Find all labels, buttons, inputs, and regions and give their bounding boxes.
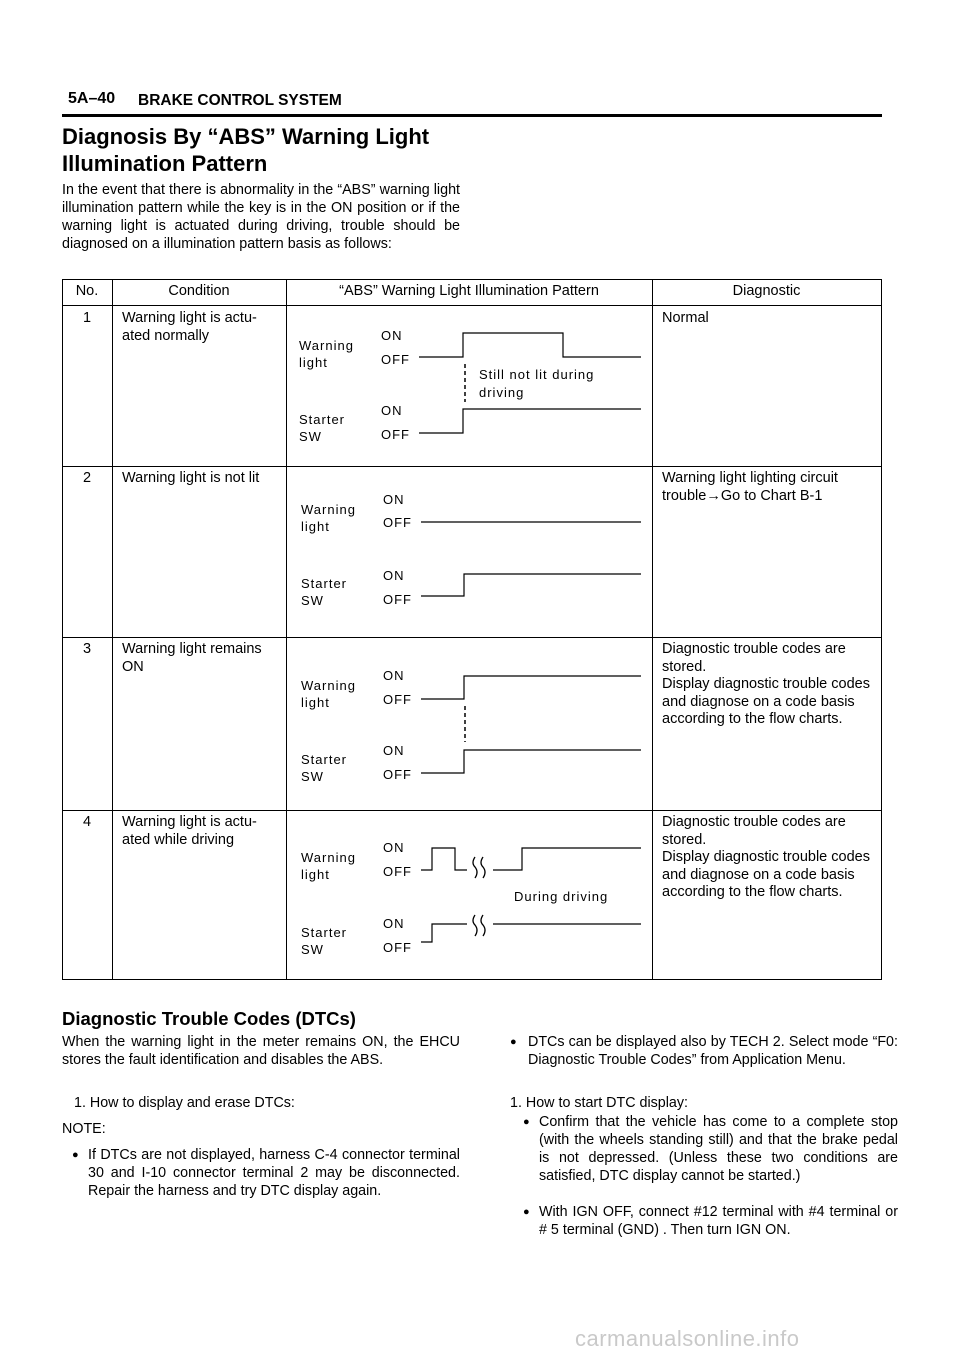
warning-label: Warning (299, 338, 354, 353)
starter-label: Starter (301, 752, 348, 767)
dtc-start-step: 1. How to start DTC display: (510, 1095, 688, 1111)
off-label: OFF (383, 592, 412, 607)
off-label: OFF (383, 767, 412, 782)
confirm-bullet: Confirm that the vehicle has come to a complete stop (with the wheels standing still) and that the brake pedal is not depressed. (Unless these two conditions are satisfied, DTC display cannot be started.) (539, 1114, 898, 1184)
off-label: OFF (381, 352, 410, 367)
dtc-step-1: 1. How to display and erase DTCs: (74, 1095, 295, 1111)
on-label: ON (381, 328, 403, 343)
during-driving-label: During driving (514, 889, 609, 904)
watermark: carmanualsonline.info (575, 1326, 800, 1351)
row-condition: Warning light is not lit (122, 470, 260, 486)
still-not-lit-label: Still not lit during (479, 367, 595, 382)
row-diagnostic: Diagnostic trouble codes are stored. Display diagnostic trouble codes and diagnose on a code basis according to the flow charts. (662, 641, 870, 727)
dtc-section-title: Diagnostic Trouble Codes (DTCs) (62, 1008, 356, 1029)
page-code: 5A–40 (68, 90, 116, 107)
warning-label: Warning (301, 678, 356, 693)
note-label: NOTE: (62, 1121, 106, 1137)
off-label: OFF (383, 940, 412, 955)
off-label: OFF (383, 692, 412, 707)
table-header-diagnostic: Diagnostic (732, 283, 801, 299)
note-bullet: If DTCs are not displayed, harness C-4 connector terminal 30 and I-10 connector terminal 2 may be disconnected. Repair the harness and try DTC display again. (88, 1147, 460, 1199)
row-diagnostic: Normal (662, 310, 709, 326)
sw-label: SW (301, 769, 324, 784)
row-number: 4 (82, 814, 92, 830)
off-label: OFF (381, 427, 410, 442)
light-label: light (301, 867, 330, 882)
sw-label: SW (301, 593, 324, 608)
on-label: ON (383, 492, 405, 507)
intro-paragraph: In the event that there is abnormality in the “ABS” warning light illumination pattern while the key is in the ON position or if the warning light is actuated during driving, trouble should be diagnosed on a illumination pattern basis as follows: (62, 182, 460, 252)
table-border (881, 279, 882, 980)
waveform-row-4 (287, 811, 651, 979)
section-title: Diagnosis By “ABS” Warning Light Illumination Pattern (62, 124, 430, 176)
table-border (62, 279, 882, 280)
waveform-row-1 (287, 306, 651, 466)
on-label: ON (383, 840, 405, 855)
warning-label: Warning (301, 850, 356, 865)
table-header-pattern: “ABS” Warning Light Illumination Pattern (339, 283, 599, 299)
light-label: light (301, 695, 330, 710)
starter-label: Starter (301, 925, 348, 940)
still-not-lit-label: driving (479, 385, 525, 400)
sw-label: SW (299, 429, 322, 444)
light-label: light (299, 355, 328, 370)
row-condition: Warning light is actu- ated while driving (122, 814, 257, 848)
section-header-title: BRAKE CONTROL SYSTEM (138, 92, 342, 109)
starter-label: Starter (301, 576, 348, 591)
tech2-bullet: DTCs can be displayed also by TECH 2. Select mode “F0: Diagnostic Trouble Codes” from Application Menu. (528, 1034, 898, 1068)
row-diagnostic: Diagnostic trouble codes are stored. Display diagnostic trouble codes and diagnose on a code basis according to the flow charts. (662, 814, 870, 900)
bullet-icon: ● (510, 1036, 517, 1048)
row-number: 3 (82, 641, 92, 657)
starter-label: Starter (299, 412, 346, 427)
bullet-icon: ● (523, 1206, 530, 1218)
row-condition: Warning light remains ON (122, 641, 262, 675)
table-border (62, 979, 882, 980)
on-label: ON (383, 568, 405, 583)
row-number: 2 (82, 470, 92, 486)
bullet-icon: ● (523, 1116, 530, 1128)
dtc-intro-paragraph: When the warning light in the meter remains ON, the EHCU stores the fault identification and disables the ABS. (62, 1034, 460, 1068)
on-label: ON (381, 403, 403, 418)
ign-bullet: With IGN OFF, connect #12 terminal with #4 terminal or # 5 terminal (GND) . Then turn IGN ON. (539, 1204, 898, 1238)
table-border (652, 279, 653, 980)
header-rule (62, 114, 882, 117)
on-label: ON (383, 743, 405, 758)
on-label: ON (383, 668, 405, 683)
sw-label: SW (301, 942, 324, 957)
light-label: light (301, 519, 330, 534)
off-label: OFF (383, 515, 412, 530)
off-label: OFF (383, 864, 412, 879)
table-border (62, 279, 63, 980)
table-header-no: No. (75, 283, 99, 299)
table-header-condition: Condition (168, 283, 230, 299)
row-diagnostic: Warning light lighting circuit trouble→Go to Chart B-1 (662, 470, 838, 504)
waveform-row-3 (287, 638, 651, 810)
waveform-row-2 (287, 467, 651, 637)
table-border (112, 279, 113, 980)
warning-label: Warning (301, 502, 356, 517)
row-condition: Warning light is actu- ated normally (122, 310, 257, 344)
bullet-icon: ● (72, 1149, 79, 1161)
row-number: 1 (82, 310, 92, 326)
on-label: ON (383, 916, 405, 931)
